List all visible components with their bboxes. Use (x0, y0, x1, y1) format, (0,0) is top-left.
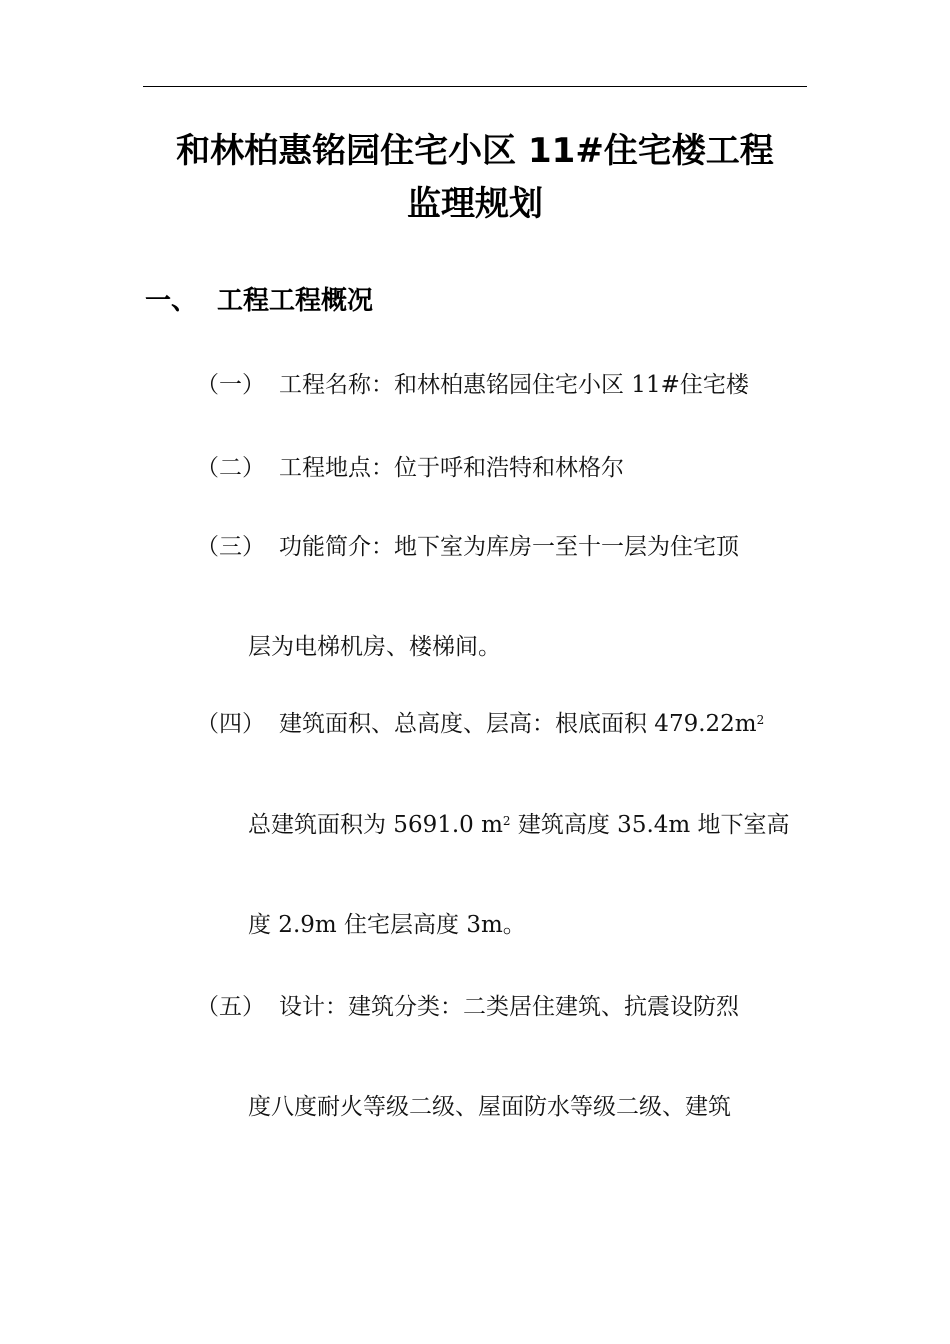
section-heading-overview (145, 284, 373, 318)
item-4-line-2 (248, 810, 790, 840)
area-unit-superscript: 2 (502, 814, 511, 828)
item-number-3: （三） (196, 534, 265, 560)
item-number-5: （五） (196, 994, 265, 1020)
item-number-4: （四） (196, 711, 265, 737)
section-title: 工程工程概况 (217, 286, 374, 316)
item-4-line-1-text: 建筑面积、总高度、层高：根底面积 479.22m (279, 711, 757, 737)
document-title-line-1: 和林柏惠铭园住宅小区 11#住宅楼工程 (176, 131, 774, 171)
document-title-line-2: 监理规划 (407, 184, 543, 224)
item-3-line-2: 层为电梯机房、楼梯间。 (248, 634, 501, 660)
item-5-line-2: 度八度耐火等级二级、屋面防水等级二级、建筑 (248, 1094, 731, 1120)
item-3-line-1: 功能简介：地下室为库房一至十一层为住宅顶 (279, 534, 739, 560)
item-4-line-2-text: 总建筑面积为 5691.0 m (248, 812, 503, 838)
item-4-line-2-suffix: 建筑高度 35.4m 地下室高 (510, 812, 790, 838)
header-rule (143, 86, 807, 87)
item-1-line-1: 工程名称：和林柏惠铭园住宅小区 11#住宅楼 (279, 372, 749, 398)
item-4-line-3: 度 2.9m 住宅层高度 3m。 (248, 912, 526, 938)
item-number-1: （一） (196, 372, 265, 398)
item-2-line-1: 工程地点：位于呼和浩特和林格尔 (279, 455, 624, 481)
section-number: 一、 (145, 286, 198, 316)
item-4-line-1 (279, 709, 764, 739)
area-unit-superscript: 2 (756, 713, 765, 727)
item-5-line-1: 设计：建筑分类：二类居住建筑、抗震设防烈 (279, 994, 739, 1020)
item-number-2: （二） (196, 455, 265, 481)
